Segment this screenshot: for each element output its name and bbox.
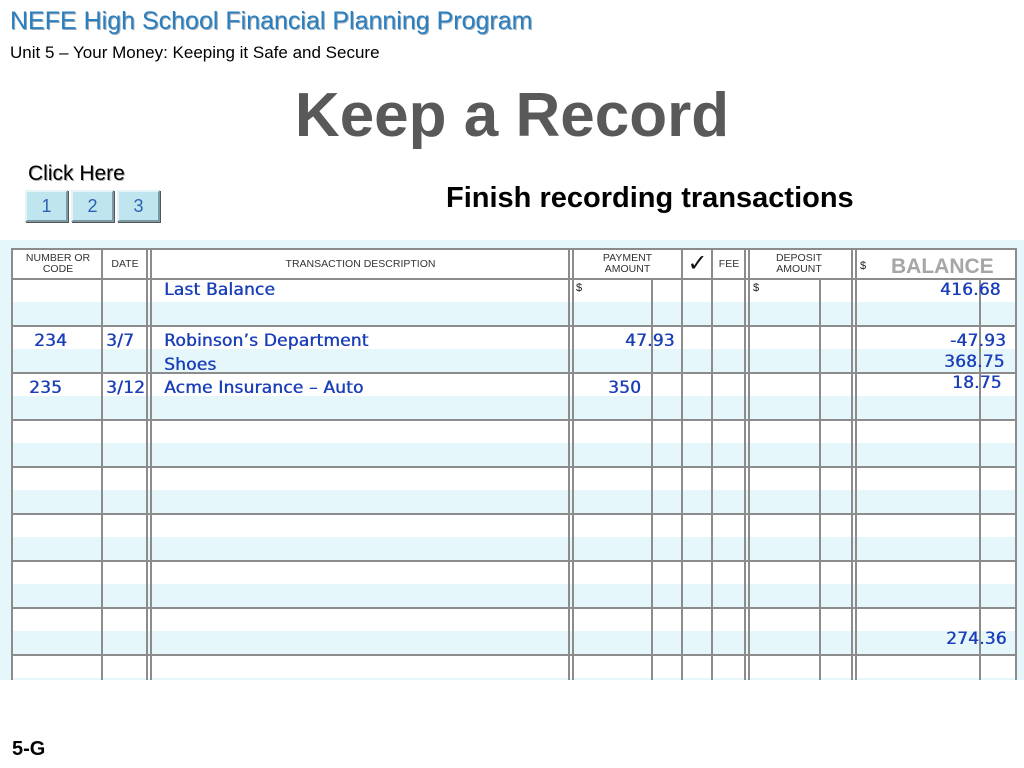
slide-title: Keep a Record — [294, 81, 730, 150]
row1-description: Robinson’s Department — [164, 331, 369, 351]
row1-description-line2: Shoes — [164, 355, 217, 375]
header-balance-dollar: $ — [860, 260, 867, 272]
row1-number: 234 — [34, 331, 68, 351]
click-here-label: Click Here — [28, 162, 125, 185]
header-date: DATE — [111, 258, 139, 270]
nav-buttons — [25, 190, 160, 222]
row2-description: Acme Insurance – Auto — [164, 378, 364, 398]
header-fee: FEE — [718, 258, 740, 270]
header-check: ✓ — [687, 250, 708, 277]
header-deposit-amount: DEPOSIT AMOUNT — [775, 252, 823, 275]
row2-payment: 350 — [608, 378, 642, 398]
header-description: TRANSACTION DESCRIPTION — [285, 258, 436, 270]
check-register — [0, 240, 1024, 680]
header-balance: BALANCE — [891, 255, 994, 278]
row1-payment: 47.93 — [625, 331, 675, 351]
unit-title: Unit 5 – Your Money: Keeping it Safe and Secure — [10, 43, 380, 62]
payment-dollar-sign: $ — [576, 282, 583, 294]
row2-balance: 18.75 — [952, 373, 1002, 393]
final-balance: 274.36 — [946, 629, 1007, 649]
instruction-text: Finish recording transactions — [446, 182, 854, 214]
nav-button-1[interactable]: 1 — [25, 190, 68, 222]
row1-subtract: -47.93 — [950, 331, 1007, 351]
row2-number: 235 — [29, 378, 63, 398]
row1-balance: 368.75 — [944, 352, 1005, 372]
deposit-dollar-sign: $ — [753, 282, 760, 294]
last-balance-label: Last Balance — [164, 280, 276, 300]
nav-button-3[interactable]: 3 — [117, 190, 160, 222]
header-payment-amount: PAYMENT AMOUNT — [602, 252, 653, 275]
last-balance-value: 416.68 — [940, 280, 1001, 300]
slide-number: 5-G — [12, 738, 46, 760]
program-title: NEFE High School Financial Planning Program — [10, 7, 533, 35]
row2-date: 3/12 — [106, 378, 145, 398]
row1-date: 3/7 — [106, 331, 134, 351]
header-number-code: NUMBER OR CODE — [25, 252, 91, 275]
register-grid — [0, 240, 1024, 680]
nav-button-2[interactable]: 2 — [71, 190, 114, 222]
